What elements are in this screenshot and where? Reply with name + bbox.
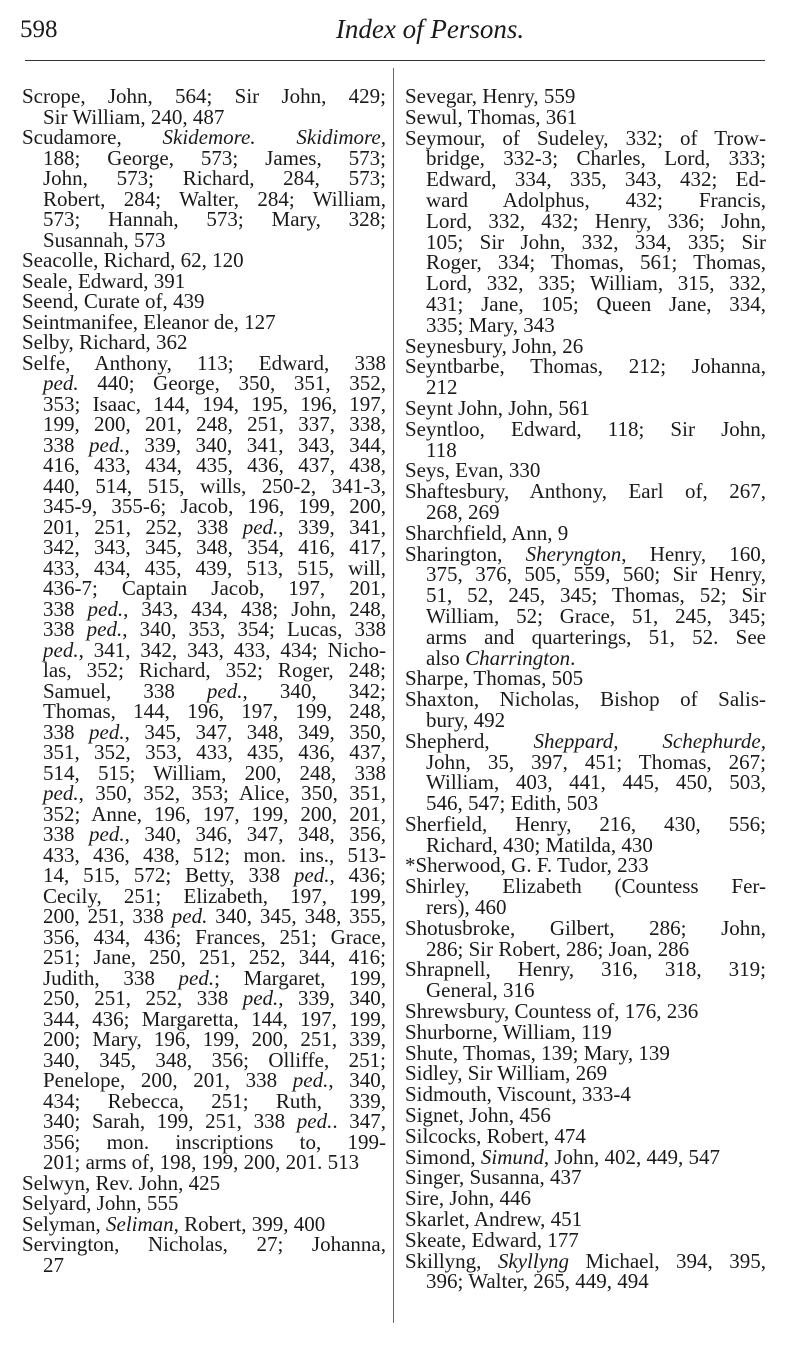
index-line: 356, 434, 436; Frances, 251; Grace, [43,924,386,949]
index-line: 345-9, 355-6; Jacob, 196, 199, 200, [43,494,386,518]
text-segment: 340; Sarah, 199, 251, 338 [43,1109,297,1133]
index-line: Sherfield, Henry, 216, 430, 556; [405,811,766,836]
index-line [22,824,386,845]
italic-segment: Skyllyng [497,1248,570,1273]
header-rule [25,60,765,61]
index-line: 434; Rebecca, 251; Ruth, 339, [43,1088,386,1113]
index-entry [405,1040,766,1065]
text-segment: 250, 251, 252, 338 [43,986,243,1010]
index-line: Seynesbury, John, 26 [405,333,584,358]
index-entry [22,309,386,334]
index-entry [405,1227,766,1252]
index-line: Selwyn, Rev. John, 425 [22,1170,221,1195]
index-line [22,514,387,539]
index-entry [405,728,766,816]
index-line: 356; mon. inscriptions to, 199- [43,1129,386,1154]
italic-segment: ped. [296,1109,333,1133]
index-line: William, 403, 441, 445, 450, 503, [426,770,766,795]
index-entry [405,876,766,918]
text-segment: 14, 515, 572; Betty, 338 [43,863,294,887]
index-line: 431; Jane, 105; Queen Jane, 334, [426,291,766,316]
text-segment: ; Margaret, 199, [214,965,386,990]
text-segment: 338 [43,822,89,846]
index-line: Shrewsbury, Countess of, 176, 236 [405,999,699,1024]
index-line: Signet, John, 456 [405,1103,551,1128]
page-number: 598 [20,16,58,43]
index-entry [405,689,766,731]
text-segment: , 339, 340, 341, 343, 344, [124,432,387,457]
text-segment: Michael, 394, 395, [569,1248,766,1273]
index-entry [405,541,766,670]
index-line [22,619,386,640]
index-line: Cecily, 251; Elizabeth, 197, 199, [43,883,386,908]
index-entry [405,855,766,876]
index-line [405,1144,766,1169]
italic-segment: Sheppard, Schephurde, [533,728,766,753]
index-line [22,637,386,662]
index-line: 573; Hannah, 573; Mary, 328; [43,207,386,231]
italic-segment: ped. [206,678,243,703]
index-line: 352; Anne, 196, 197, 199, 200, 201, [43,801,386,826]
index-line [405,1248,766,1273]
index-entry [405,1188,766,1209]
index-line [405,728,766,753]
index-entry [405,333,766,358]
index-line: Sir William, 240, 487 [43,104,225,129]
text-segment: , 340, [328,1068,386,1092]
index-line: Shurborne, William, 119 [405,1019,612,1044]
index-entry [405,1167,766,1188]
index-line: Lord, 332, 432; Henry, 336; John, [426,208,766,233]
index-line: Lord, 332, 335; William, 315, 332, [426,271,766,296]
text-segment: Scudamore, [22,125,163,149]
index-line: Sidley, Sir William, 269 [405,1061,608,1086]
index-line: Selyard, John, 555 [22,1191,179,1215]
text-segment: , Robert, 399, 400 [173,1211,326,1236]
index-line: 375, 376, 505, 559, 560; Sir Henry, [426,562,766,587]
index-line: Shrapnell, Henry, 316, 318, 319; [405,957,766,982]
index-line: Selby, Richard, 362 [22,330,188,354]
index-line: Seynt John, John, 561 [405,395,590,420]
index-line: 268, 269 [426,499,500,524]
index-line [22,1211,386,1236]
index-line: *Sherwood, G. F. Tudor, 233 [405,853,649,878]
index-line: Shute, Thomas, 139; Mary, 139 [405,1040,670,1065]
index-entry [405,915,766,961]
index-entry [22,250,386,271]
index-line: Thomas, 144, 196, 197, 199, 248, [43,699,386,723]
italic-segment: ped. [171,904,208,928]
index-entry [405,811,766,857]
index-line: Skarlet, Andrew, 451 [405,1207,583,1232]
index-line: 342, 343, 345, 348, 354, 416, 417, [43,535,386,559]
index-line: Seacolle, Richard, 62, 120 [22,248,244,272]
index-line [405,541,766,566]
index-entry [405,1209,766,1230]
index-line [22,783,386,804]
index-entry [405,1144,766,1169]
text-segment: , 339, 341, [278,514,387,539]
text-segment: Penelope, 200, 201, 338 [43,1068,293,1092]
text-segment: 338 [43,432,89,457]
index-line: 27 [43,1252,64,1277]
index-line: 353; Isaac, 144, 194, 195, 196, 197, [43,391,386,416]
index-line [22,965,386,990]
italic-segment: ped. [43,781,79,805]
index-line: Shaftesbury, Anthony, Earl of, 267, [405,479,766,504]
text-segment: Sharington, [405,541,526,566]
index-column-right [405,86,766,1292]
text-segment: , 341, 342, 343, 433, 434; Nicho- [78,637,386,662]
text-segment: , 339, 340, [278,986,387,1010]
index-line: Seend, Curate of, 439 [22,289,205,313]
index-line [22,596,386,621]
index-line: las, 352; Richard, 352; Roger, 248; [43,658,386,682]
text-segment: , 343, 434, 438; John, 248, [123,596,386,621]
index-entry [405,356,766,398]
index-line: 212 [426,375,458,400]
index-line: Seyntbarbe, Thomas, 212; Johanna, [405,354,766,379]
index-line: Richard, 430; Matilda, 430 [426,832,653,857]
index-entry [405,395,766,420]
index-entry [405,460,766,481]
index-entry [405,86,766,107]
text-segment: 440; George, 350, 351, 352, [78,371,386,395]
italic-segment: ped. [89,719,125,744]
text-segment: Judith, 338 [43,965,179,990]
text-segment: Selyman, [22,1211,106,1236]
index-line [22,1111,386,1132]
column-divider [393,68,394,1323]
italic-segment: ped. [178,965,215,990]
text-segment: , Henry, 160, [621,541,766,566]
text-segment: Samuel, 338 [43,678,207,703]
index-line: arms and quarterings, 51, 52. See [426,624,766,649]
index-line: 433, 436, 438, 512; mon. ins., 513- [43,842,386,867]
index-line: 188; George, 573; James, 573; [43,145,386,170]
index-line: bury, 492 [426,707,506,732]
text-segment: , 350, 352, 353; Alice, 350, 351, [78,781,386,805]
index-line [22,906,386,927]
index-line: Edward, 334, 335, 343, 432; Ed- [426,167,766,192]
index-entry [405,1248,766,1294]
italic-segment: ped. [89,822,125,846]
index-line: Seintmanifee, Eleanor de, 127 [22,309,276,334]
index-entry [405,1019,766,1044]
index-line: 416, 433, 434, 435, 436, 437, 438, [43,453,386,477]
index-line: ward Adolphus, 432; Francis, [426,187,766,212]
text-segment: 338 [43,617,87,641]
index-line: 344, 436; Margaretta, 144, 197, 199, [43,1006,386,1031]
text-segment: , 340, 342; [242,678,386,703]
index-entry [405,1001,766,1022]
index-line [22,127,386,148]
text-segment: Simond, [405,1144,481,1169]
index-entry [22,1170,386,1195]
index-line: Shaxton, Nicholas, Bishop of Salis- [405,687,766,712]
index-line: Selfe, Anthony, 113; Edward, 338 [22,350,386,375]
index-line: Skeate, Edward, 177 [405,1227,579,1252]
index-line: Sharpe, Thomas, 505 [405,666,584,691]
italic-segment: Charrington [465,645,571,670]
text-segment: 340, 345, 348, 355, [207,904,387,928]
index-line: Shotusbroke, Gilbert, 286; John, [405,915,766,940]
text-segment: Skillyng, [405,1248,498,1273]
italic-segment: ped. [242,514,279,539]
index-line [22,865,386,886]
index-line: Sidmouth, Viscount, 333-4 [405,1082,631,1107]
index-line: 335; Mary, 343 [426,312,555,337]
index-line: Roger, 334; Thomas, 561; Thomas, [426,250,766,275]
index-line: Seys, Evan, 330 [405,458,541,483]
index-line: 351, 352, 353, 433, 435, 436, 437, [43,740,386,764]
index-entry [22,350,387,1174]
index-entry [22,86,386,127]
index-line: John, 35, 397, 451; Thomas, 267; [426,749,766,774]
text-segment: , 340, 353, 354; Lucas, 338 [122,617,386,641]
index-line: Sire, John, 446 [405,1186,531,1211]
index-line: 51, 52, 245, 345; Thomas, 52; Sir [426,583,766,608]
text-segment: , 345, 347, 348, 349, 350, [124,719,387,744]
index-line: 118 [426,437,457,462]
index-entry [22,127,386,250]
index-entry [405,1084,766,1105]
index-entry [22,1193,386,1214]
index-entry [22,291,386,312]
index-line [22,373,386,394]
text-segment: 201, 251, 252, 338 [43,514,243,539]
index-line: Seymour, of Sudeley, 332; of Trow- [405,125,766,150]
index-line: 200; Mary, 196, 199, 200, 251, 339, [43,1027,386,1051]
index-entry [405,416,766,462]
index-line: 251; Jane, 250, 251, 252, 344, 416; [43,945,386,969]
index-entry [405,125,766,337]
index-line: Scrope, John, 564; Sir John, 429; [22,84,386,108]
index-entry [405,1063,766,1084]
italic-segment: ped. [87,596,124,621]
text-segment: , 340, 346, 347, 348, 356, [124,822,387,846]
index-line: General, 316 [426,978,535,1003]
index-entry [22,332,386,353]
index-line: Susannah, 573 [43,227,166,252]
index-entry [405,104,766,129]
index-line [22,719,387,744]
index-line: Seyntloo, Edward, 118; Sir John, [405,416,766,441]
text-segment: , 436; [329,863,387,887]
italic-segment: ped. [293,863,330,887]
index-line [22,432,387,457]
italic-segment: ped. [292,1068,329,1092]
index-entry [405,520,766,545]
index-line: 440, 514, 515, wills, 250-2, 341-3, [43,473,386,498]
index-line: 433, 434, 435, 439, 513, 515, will, [43,555,386,580]
index-entry [405,1123,766,1148]
index-line: 514, 515; William, 200, 248, 338 [43,760,386,785]
index-line: Sevegar, Henry, 559 [405,84,576,108]
index-line: rers), 460 [426,895,507,920]
index-line: 199, 200, 201, 248, 251, 337, 338, [43,412,386,436]
index-line: 201; arms of, 198, 199, 200, 201. 513 [43,1150,360,1174]
index-line: 546, 547; Edith, 503 [426,791,599,816]
index-entry [405,1105,766,1126]
index-line: Shirley, Elizabeth (Countess Fer- [405,874,766,899]
index-line: 105; Sir John, 332, 334, 335; Sir [426,229,766,254]
italic-segment: Sheryngton [525,541,622,566]
text-segment: 338 [43,596,88,621]
index-column-left [22,86,386,1275]
index-line: William, 52; Grace, 51, 245, 345; [426,603,766,628]
index-line: Singer, Susanna, 437 [405,1165,582,1190]
italic-segment: ped. [43,371,79,395]
index-line: 436-7; Captain Jacob, 197, 201, [43,576,386,600]
text-segment: Shepherd, [405,728,534,753]
italic-segment: Skidemore. Skidimore, [162,125,386,149]
index-line: 286; Sir Robert, 286; Joan, 286 [426,936,690,961]
text-segment: 338 [43,719,89,744]
index-entry [22,1211,386,1236]
index-line [405,645,766,670]
italic-segment: Simund [480,1144,544,1169]
index-line: bridge, 332-3; Charles, Lord, 333; [426,146,766,171]
index-line: John, 573; Richard, 284, 573; [43,166,386,190]
index-line: Seale, Edward, 391 [22,268,186,293]
index-entry [22,268,386,293]
index-line: Sewul, Thomas, 361 [405,104,578,129]
index-entry [405,668,766,689]
index-line [22,678,386,703]
index-line: Sharchfield, Ann, 9 [405,520,569,545]
index-entry [405,481,766,523]
index-entry [22,1234,386,1275]
italic-segment: ped. [89,432,125,457]
index-line [22,988,386,1009]
text-segment: , John, 402, 449, 547 [543,1144,721,1169]
italic-segment: ped. [86,617,123,641]
text-segment: . [570,645,576,670]
italic-segment: ped. [242,986,279,1010]
text-segment: 200, 251, 338 [43,904,172,928]
index-line: Silcocks, Robert, 474 [405,1123,586,1148]
index-line: Robert, 284; Walter, 284; William, [43,186,386,211]
text-segment: also [426,645,466,670]
index-entry [405,959,766,1001]
index-line: 396; Walter, 265, 449, 494 [426,1269,649,1294]
index-line [22,1070,386,1091]
index-line: Servington, Nicholas, 27; Johanna, [22,1232,386,1256]
italic-segment: ped. [43,637,79,662]
italic-segment: Seliman [106,1211,174,1236]
text-segment: . 347, [332,1109,386,1133]
running-title: Index of Persons. [335,14,525,44]
index-line: 340, 345, 348, 356; Olliffe, 251; [43,1047,386,1072]
